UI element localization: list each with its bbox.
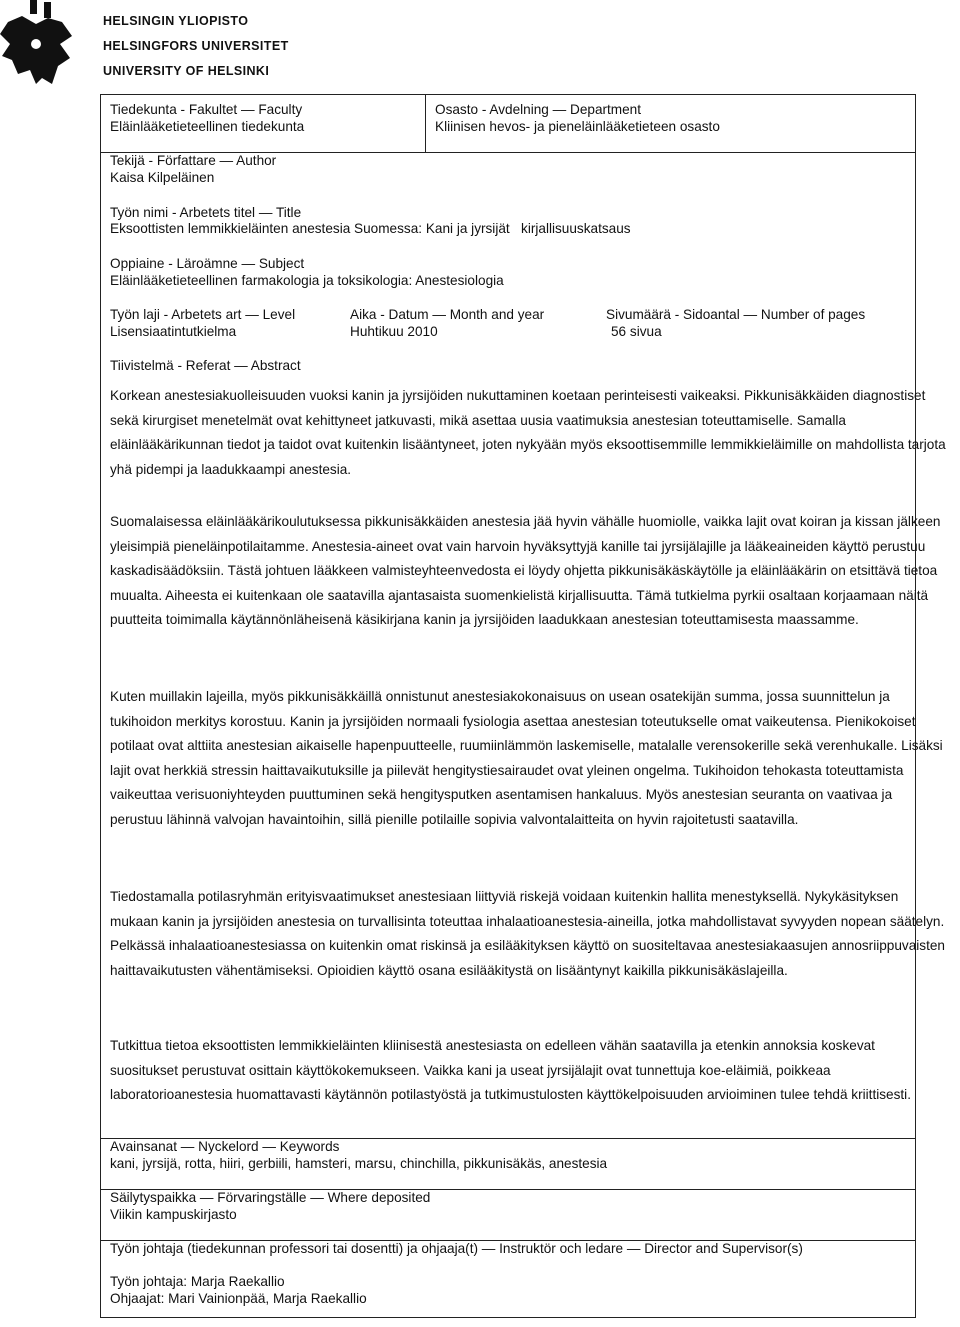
abstract-paragraph-3: Kuten muillakin lajeilla, myös pikkunisäkkäillä onnistunut anestesiakokonaisuus on usean osatekijän summa, jossa suunnittelun ja tukihoidon merkitys korostuu. Kanin ja jyrsijöiden normaali fysiologia asettaa anestesian toteutukselle omat vaikeutensa. Pienikokoiset potilaat ovat alttiita anestesian aikaiselle hapenpuutteelle, ruumiinlämmön laskemiselle, matalalle verensokerille sekä verenhukalle. Lisäksi lajit ovat herkkiä stressin haittavaikutuksille ja piilevät hengitystiesairaudet ovat yleinen ongelma. Tukihoidon tehokasta toteuttamista vaikeuttaa verisuoniyhteyden puuttuminen sekä hengitysputken asentamisen hankaluus. Myös anestesian seuranta on vaativaa ja perustuu lähinnä valvojan havaintoihin, sillä pienille potilaille sopivia valvontalaitteita on hyvin rajoitetusti saatavilla. (110, 689, 943, 827)
department-value: Kliinisen hevos- ja pieneläinlääketieteen osasto (435, 119, 720, 134)
abstract-paragraph-4: Tiedostamalla potilasryhmän erityisvaatimukset anestesiaan liittyviä riskejä voidaan kuitenkin hallita menestyksellä. Nykykäsityksen mukaan kanin ja jyrsijöiden anestesia on turvallisinta toteuttaa inhalaatioanestesia-aineilla, jotka mahdollistavat syvyyden nopean säätelyn. Pelkässä inhalaatioanestesiassa on kuitenkin omat riskinsä ja esilääkityksen käyttö on suositeltavaa anestesiakaasujen annosriippuvaisten haittavaikutusten vähentämiseksi. Opioidien käyttö osana esilääkitystä on lisääntynyt kaikilla pikkunisäkäslajeilla. (110, 889, 945, 978)
faculty-label: Tiedekunta - Fakultet — Faculty (110, 102, 303, 117)
title-label: Työn nimi - Arbetets titel — Title (110, 205, 302, 220)
director-value: Työn johtaja: Marja Raekallio (110, 1274, 285, 1289)
department-label: Osasto - Avdelning — Department (435, 102, 642, 117)
abstract-label: Tiivistelmä - Referat — Abstract (110, 358, 301, 373)
university-name-en: UNIVERSITY OF HELSINKI (103, 64, 270, 78)
keywords-value: kani, jyrsijä, rotta, hiiri, gerbiili, hamsteri, marsu, chinchilla, pikkunisäkäs, anestesia (110, 1156, 608, 1171)
date-label: Aika - Datum — Month and year (350, 307, 545, 322)
university-name-sv: HELSINGFORS UNIVERSITET (103, 39, 289, 53)
deposited-value: Viikin kampuskirjasto (110, 1207, 237, 1222)
level-value: Lisensiaatintutkielma (110, 324, 237, 339)
supervisor-label: Työn johtaja (tiedekunnan professori tai dosentti) ja ohjaaja(t) — Instruktör och ledare — Director and Supervisor(s) (110, 1241, 803, 1256)
author-value: Kaisa Kilpeläinen (110, 170, 215, 185)
faculty-value: Eläinlääketieteellinen tiedekunta (110, 119, 305, 134)
subject-value: Eläinlääketieteellinen farmakologia ja toksikologia: Anestesiologia (110, 273, 504, 288)
university-logo (0, 0, 80, 85)
abstract-paragraph-2: Suomalaisessa eläinlääkärikoulutuksessa pikkunisäkkäiden anestesia jää hyvin vähälle huomiolle, vaikka lajit ovat koiran ja kissan jälkeen yleisimpiä pieneläinpotilaitamme. Anestesia-aineet ovat vain harvoin hyväksyttyjä kanille tai jyrsijälajille ja lääkeaineiden käyttö perustuu kaskadisäädöksiin. Tästä johtuen lääkkeen valmisteyhteenvedosta ei löydy ohjetta pikkunisäkäskäytölle ja eläinlääkärin on etsittävä tietoa muualta. Aiheesta ei kuitenkaan ole saatavilla ajantasaista suomenkielistä kirjallisuutta. Tämä tutkielma pyrkii osaltaan korjaamaan näitä puutteita toimimalla käytännönläheisenä käsikirjana kanin ja jyrsijöiden laadukkaan anestesian toteuttamisesta maassamme. (110, 514, 941, 628)
column-divider (425, 94, 426, 152)
subject-label: Oppiaine - Läroämne — Subject (110, 256, 305, 271)
pages-label: Sivumäärä - Sidoantal — Number of pages (606, 307, 866, 322)
keywords-label: Avainsanat — Nyckelord — Keywords (110, 1139, 340, 1154)
author-label: Tekijä - Författare — Author (110, 153, 277, 168)
abstract-paragraph-1: Korkean anestesiakuolleisuuden vuoksi kanin ja jyrsijöiden nukuttaminen koetaan perinteisesti vaikeaksi. Pikkunisäkkäiden diagnostiset sekä kirurgiset menetelmät ovat kehittyneet jatkuvasti, mikä asettaa uusia vaatimuksia anestesian toteuttamiselle. Samalla eläinlääkärikunnan tiedot ja taidot ovat kuitenkin lisääntyneet, joten nykyään myös eksoottisemmille lemmikkieläimille on mahdollista tarjota yhä pidempi ja laadukkaampi anestesia. (110, 388, 946, 477)
title-value: Eksoottisten lemmikkieläinten anestesia Suomessa: Kani ja jyrsijät kirjallisuuskatsaus (110, 221, 631, 236)
date-value: Huhtikuu 2010 (350, 324, 438, 339)
abstract-paragraph-5: Tutkittua tietoa eksoottisten lemmikkieläinten kliinisestä anestesiasta on edelleen vähän saatavilla ja etenkin annoksia koskevat suositukset perustuvat osittain käyttökokemukseen. Vaikka kani ja useat jyrsijälajit ovat tunnettuja koe-eläimiä, poikkeaa laboratorioanestesia huomattavasti käytännön potilastyöstä ja tutkimustulosten käyttökelpoisuuden arvioiminen tulee tehdä kriittisesti. (110, 1038, 911, 1103)
pages-value: 56 sivua (611, 324, 662, 339)
deposited-label: Säilytyspaikka — Förvaringställe — Where deposited (110, 1190, 431, 1205)
level-label: Työn laji - Arbetets art — Level (110, 307, 296, 322)
university-name-fi: HELSINGIN YLIOPISTO (103, 14, 249, 28)
supervisors-value: Ohjaajat: Mari Vainionpää, Marja Raekallio (110, 1291, 367, 1306)
